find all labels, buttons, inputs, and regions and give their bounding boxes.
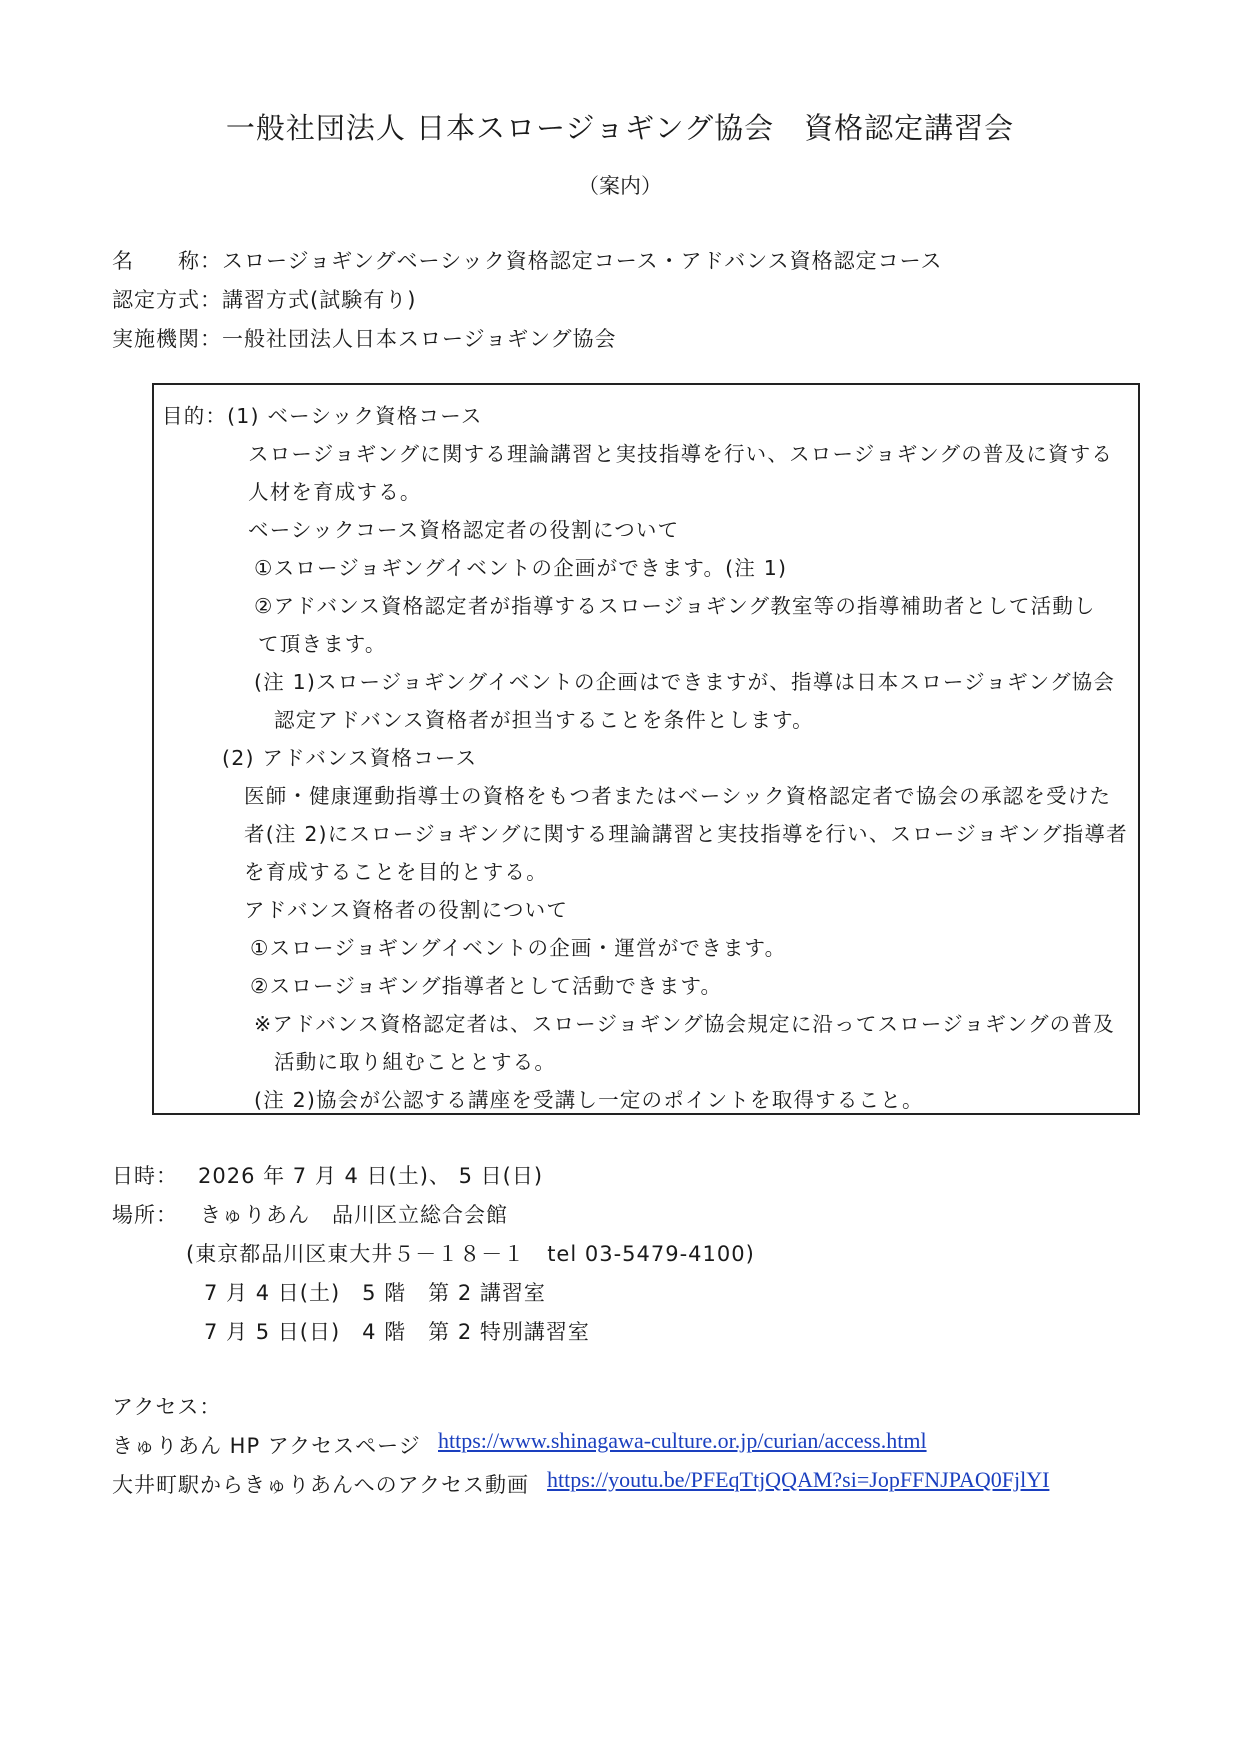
method-value: 講習方式(試験有り) [222,288,417,312]
purpose-label: 目的： [162,404,228,428]
basic-role-2-line1: ②アドバンス資格認定者が指導するスロージョギング教室等の指導補助者として活動し [254,594,1096,618]
advance-remark-line1: ※アドバンス資格認定者は、スロージョギング協会規定に沿ってスロージョギングの普及 [254,1012,1115,1036]
name-value: スロージョギングベーシック資格認定コース・アドバンス資格認定コース [222,249,943,273]
method-label: 認定方式： [112,288,222,312]
basic-course-heading: (1) ベーシック資格コース [227,404,483,428]
place-value: きゅりあん 品川区立総合会館 [200,1203,508,1227]
advance-role-heading: アドバンス資格者の役割について [244,898,569,922]
access-hp-label: きゅりあん HP アクセスページ [112,1434,421,1458]
place-label: 場所： [112,1203,178,1227]
basic-desc-line1: スロージョギングに関する理論講習と実技指導を行い、スロージョギングの普及に資する [248,442,1114,466]
basic-desc-line2: 人材を育成する。 [248,480,422,504]
room-day-1: 7 月 4 日(土) 5 階 第 2 講習室 [204,1281,546,1305]
basic-role-heading: ベーシックコース資格認定者の役割について [248,518,680,542]
name-label: 名 称： [112,249,222,273]
date-label: 日時： [112,1164,178,1188]
page-title: 一般社団法人 日本スロージョギング協会 資格認定講習会 [225,111,1015,145]
page-subtitle: （案内） [578,174,662,198]
name-row [112,245,943,275]
advance-desc-line1: 医師・健康運動指導士の資格をもつ者またはベーシック資格認定者で協会の承認を受けた [244,784,1112,808]
advance-role-1: ①スロージョギングイベントの企画・運営ができます。 [250,936,787,960]
advance-role-2: ②スロージョギング指導者として活動できます。 [250,974,723,998]
org-row [112,323,617,353]
basic-note-1-line2: 認定アドバンス資格者が担当することを条件とします。 [274,708,814,732]
advance-course-heading: (2) アドバンス資格コース [222,746,478,770]
advance-remark-line2: 活動に取り組むこととする。 [274,1050,557,1074]
advance-desc-line3: を育成することを目的とする。 [244,860,548,884]
access-hp-link[interactable]: https://www.shinagawa-culture.or.jp/curian/access.html [438,1428,927,1453]
advance-desc-line2: 者(注 2)にスロージョギングに関する理論講習と実技指導を行い、スロージョギング指導者 [244,822,1128,846]
method-row [112,284,416,314]
org-value: 一般社団法人日本スロージョギング協会 [222,327,617,351]
basic-note-1-line1: (注 1)スロージョギングイベントの企画はできますが、指導は日本スロージョギング協会 [254,670,1116,694]
access-video-link[interactable]: https://youtu.be/PFEqTtjQQAM?si=JopFFNJPAQ0FjlYI [547,1467,1050,1492]
place-address: (東京都品川区東大井５－１８－１ tel 03-5479-4100) [186,1242,755,1266]
purpose-basic-heading-row [162,399,483,429]
room-day-2: 7 月 5 日(日) 4 階 第 2 特別講習室 [204,1320,590,1344]
basic-role-2-line2: て頂きます。 [258,632,387,656]
advance-note-2: (注 2)協会が公認する講座を受講し一定のポイントを取得すること。 [254,1088,924,1112]
date-value: 2026 年 7 月 4 日(土)、 5 日(日) [198,1164,544,1188]
org-label: 実施機関： [112,327,222,351]
access-label: アクセス： [112,1395,222,1419]
basic-role-1: ①スロージョギングイベントの企画ができます。(注 1) [254,556,788,580]
access-video-label: 大井町駅からきゅりあんへのアクセス動画 [112,1473,529,1497]
